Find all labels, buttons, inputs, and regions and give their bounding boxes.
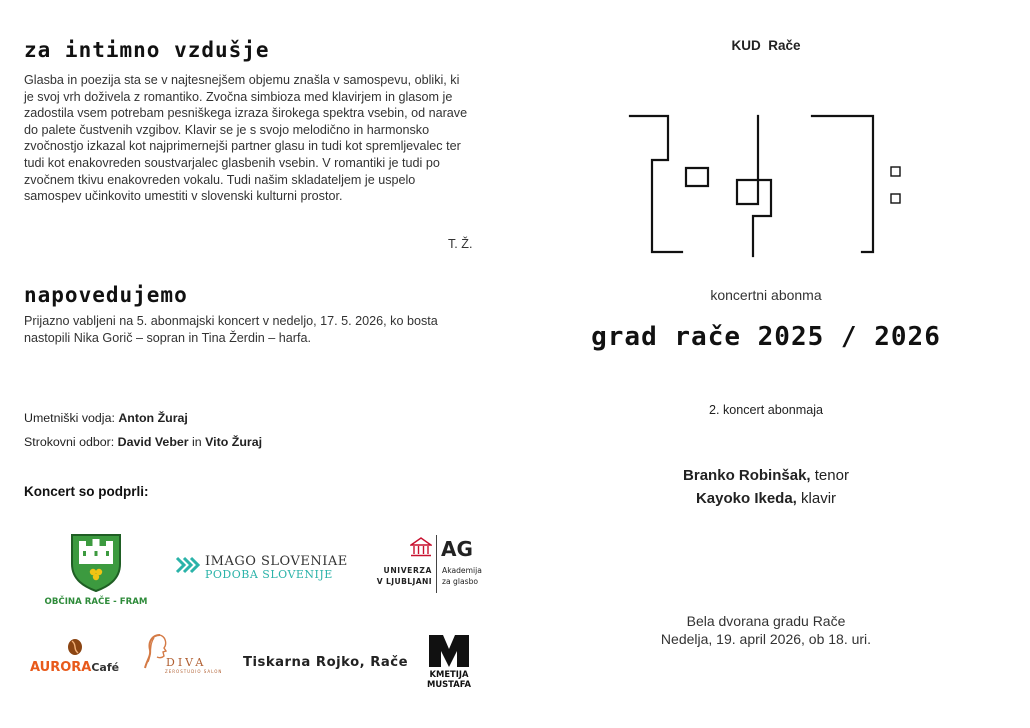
imago-logo: [174, 552, 352, 580]
univerza-logo: [376, 535, 486, 595]
board-name-2: Vito Žuraj: [205, 435, 263, 449]
board-label: Strokovni odbor:: [24, 435, 118, 449]
board-name-1: David Veber: [117, 435, 189, 449]
aurora-logo: [30, 636, 130, 678]
aurora-main: AURORA: [30, 660, 92, 675]
imago-mark-icon: [174, 552, 202, 580]
tiskarna-logo: Tiskarna Rojko, Rače: [243, 655, 409, 670]
artistic-label: Umetniški vodja:: [24, 411, 119, 425]
diva-subtitle: ZEROSTUDIO SALON: [165, 669, 223, 674]
performer-1-name: Branko Robinšak,: [683, 467, 811, 484]
diva-name: DIVA: [166, 656, 207, 669]
performer-1-role: tenor: [810, 467, 849, 484]
kmetija-line-1: KMETIJA: [429, 669, 469, 679]
imago-title: IMAGO SLOVENIAE: [205, 554, 348, 569]
artistic-name: Anton Žuraj: [118, 411, 188, 425]
performer-1: [616, 467, 916, 484]
diva-logo: [142, 632, 232, 676]
board-and: in: [188, 435, 206, 449]
series-label: koncertni abonma: [710, 287, 822, 303]
aurora-name: [30, 660, 119, 675]
expert-board: [24, 435, 262, 449]
univerza-line-2: V LJUBLJANI: [376, 577, 432, 586]
imago-subtitle: PODOBA SLOVENIJE: [205, 568, 333, 581]
coffee-bean-icon: [66, 638, 84, 656]
performer-2-name: Kayoko Ikeda,: [695, 490, 797, 507]
organization-name: KUD Rače: [731, 38, 801, 53]
aurora-suffix: Café: [91, 661, 120, 674]
obcina-logo: [40, 532, 152, 608]
univerza-line-1: UNIVERZA: [383, 566, 432, 575]
performer-2: [616, 490, 916, 507]
tempo-logo-icon: [626, 112, 906, 258]
kmetija-m-icon: [427, 633, 471, 667]
announce-paragraph: Prijazno vabljeni na 5. abonmajski koncert v nedeljo, 17. 5. 2026, ko bosta nastopili Nika Gorič – sopran in Tina Žerdin – harfa.: [24, 314, 438, 345]
heading-intimate: za intimno vzdušje: [24, 38, 270, 62]
performer-2-role: klavir: [796, 490, 837, 507]
artistic-director: [24, 411, 188, 425]
ag-mark: AG: [441, 537, 473, 561]
date-time: Nedelja, 19. april 2026, ob 18. uri.: [660, 631, 872, 647]
ag-line-1: Akademija: [442, 566, 482, 575]
university-building-icon: [410, 537, 432, 557]
univerza-divider: [436, 535, 437, 593]
obcina-name: OBČINA RAČE - FRAM: [44, 597, 148, 607]
kmetija-line-2: MUSTAFA: [427, 679, 471, 689]
signature: T. Ž.: [448, 237, 473, 251]
ag-line-2: za glasbo: [442, 577, 479, 586]
heading-announce: napovedujemo: [24, 283, 188, 307]
coat-of-arms-icon: [69, 532, 123, 592]
concert-number: 2. koncert abonmaja: [708, 403, 824, 417]
kmetija-logo: [422, 633, 476, 691]
main-title: grad rače 2025 / 2026: [591, 322, 941, 352]
sponsors-title: Koncert so podprli:: [24, 484, 149, 499]
essay-paragraph: Glasba in poezija sta se v najtesnejšem objemu znašla v samospevu, obliki, ki je svoj vrh doživela z romantiko. Zvočna simbioza med klavirjem in glasom je zadostila vsem potrebam pesniškega izraza širokega spektra vsebin, od narave do palete čustvenih vzgibov. Klavir se je s svojo melodično in harmonsko zvočnostjo izkazal kot najprimernejši partner glasu in tudi kot spremljevalec ter tudi kot enakovreden soustvarjalec glasbenih vsebin. V romantiki je tudi po zvočnem tkivu enakovreden vokalu. Tudi našim skladateljem je uspelo samospev učinkovito umestiti v slovenski kulturni prostor.: [24, 73, 468, 204]
venue: Bela dvorana gradu Rače: [686, 613, 846, 629]
